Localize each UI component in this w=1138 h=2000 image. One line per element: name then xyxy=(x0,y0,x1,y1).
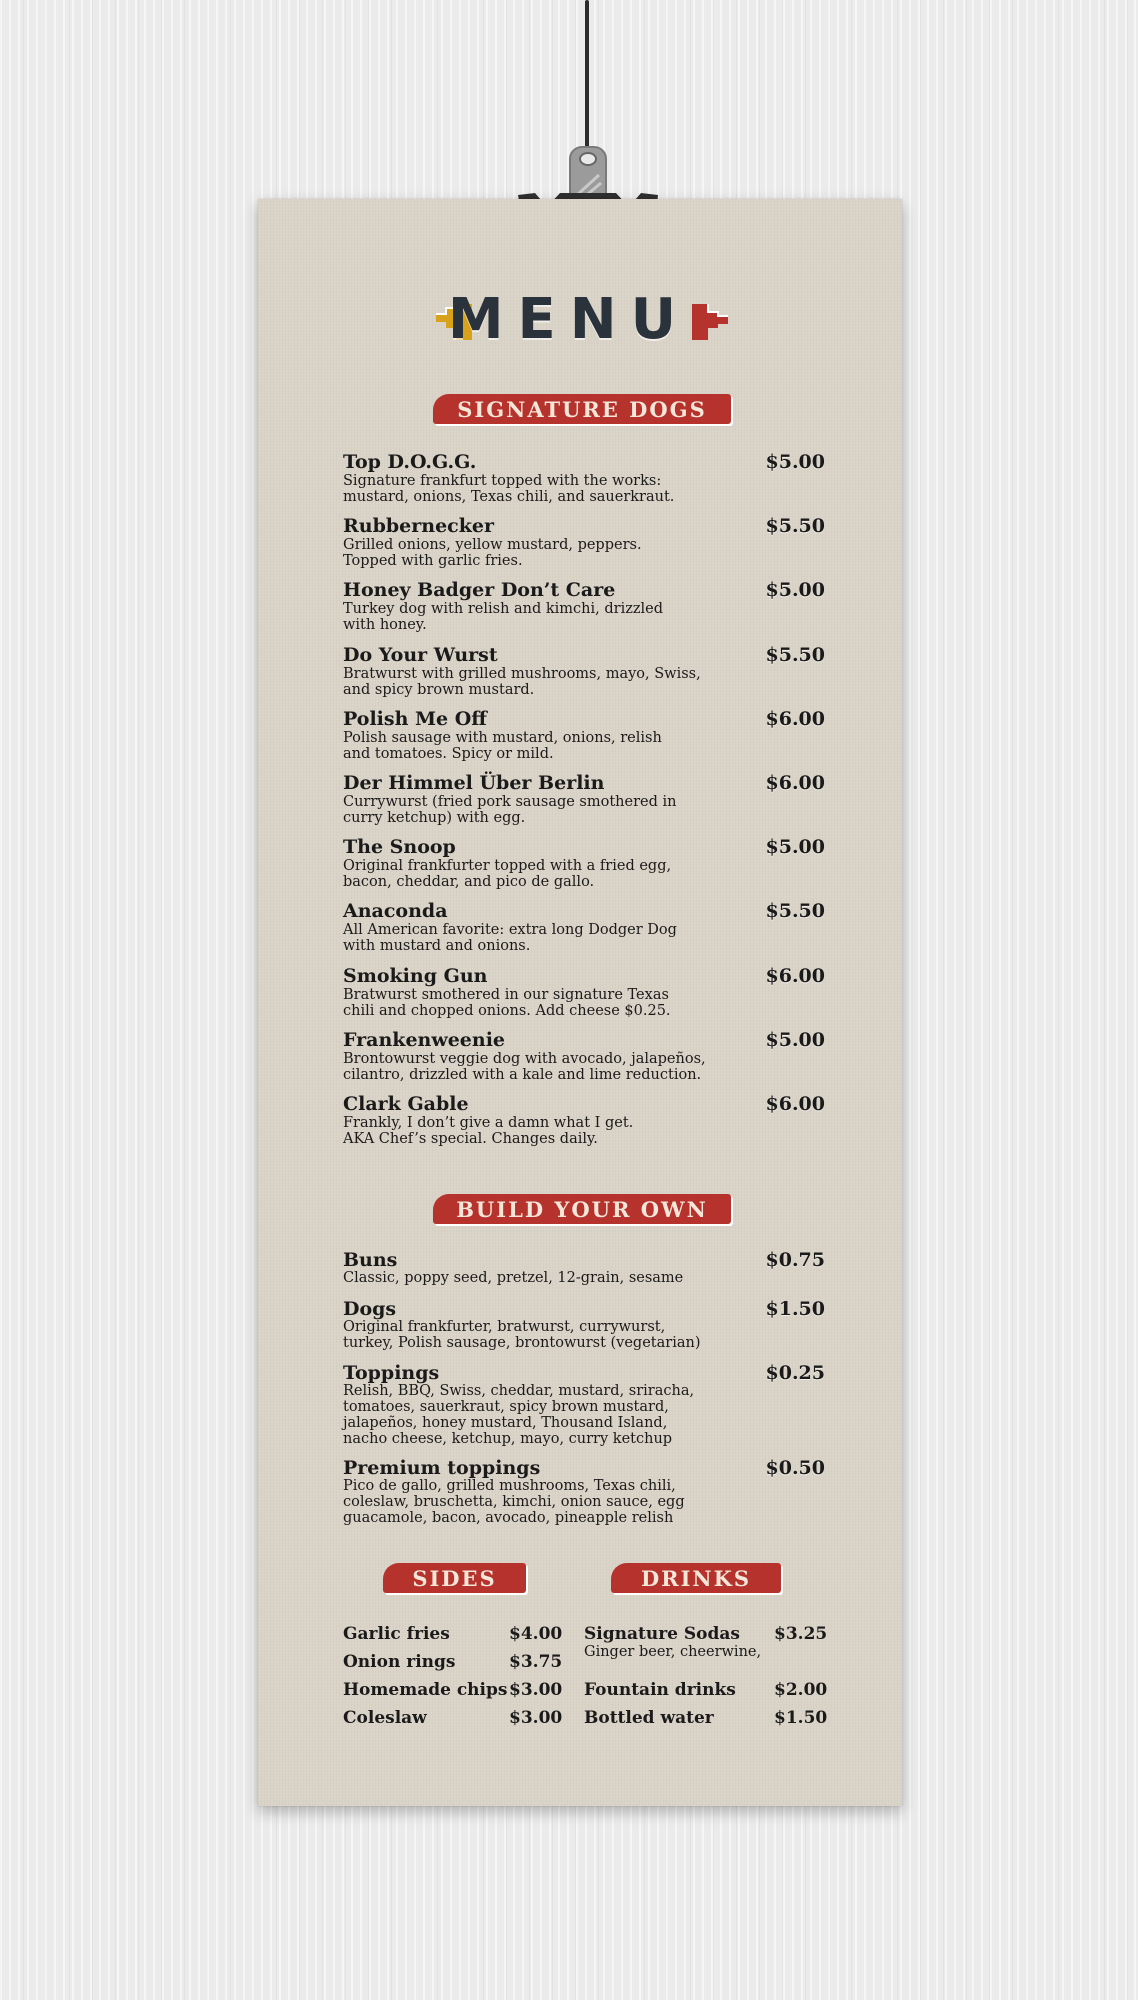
item-price: $5.50 xyxy=(765,643,825,666)
description-line: Turkey dog with relish and kimchi, drizzled xyxy=(343,601,664,618)
item-description xyxy=(343,858,743,890)
description-line: with mustard and onions. xyxy=(343,938,531,955)
item-price: $3.00 xyxy=(509,1708,563,1728)
item-price: $5.50 xyxy=(765,900,825,923)
description-line: and tomatoes. Spicy or mild. xyxy=(343,745,554,762)
item-name: Onion rings xyxy=(343,1652,456,1672)
item-name: Smoking Gun xyxy=(343,964,488,987)
description-line: tomatoes, sauerkraut, spicy brown mustard, xyxy=(343,1399,669,1415)
item-description xyxy=(343,1051,743,1083)
description-line: bacon, cheddar, and pico de gallo. xyxy=(343,874,595,891)
item-price: $1.50 xyxy=(774,1708,828,1728)
item-price: $5.00 xyxy=(765,451,825,473)
item-description xyxy=(343,794,743,826)
item-price: $6.00 xyxy=(765,772,825,794)
item-name: Dogs xyxy=(343,1298,397,1320)
item-price: $0.25 xyxy=(765,1362,825,1384)
section-heading-signature: SIGNATURE DOGS xyxy=(433,394,731,424)
item-price: $3.00 xyxy=(509,1680,563,1700)
item-name: The Snoop xyxy=(343,836,456,859)
description-line: jalapeños, honey mustard, Thousand Island, xyxy=(343,1415,668,1431)
description-line: Currywurst (fried pork sausage smothered in xyxy=(343,794,677,810)
item-name: Fountain drinks xyxy=(584,1680,736,1700)
item-price: $6.00 xyxy=(765,964,825,987)
description-line: Frankly, I don’t give a damn what I get. xyxy=(343,1115,634,1131)
section-heading-build: BUILD YOUR OWN xyxy=(433,1194,731,1224)
item-name: Clark Gable xyxy=(343,1093,469,1115)
item-description xyxy=(343,1115,743,1147)
description-line: and spicy brown mustard. xyxy=(343,681,535,698)
description-line: Bratwurst with grilled mushrooms, mayo, Swiss, xyxy=(343,665,701,682)
item-price: $5.00 xyxy=(765,1028,825,1051)
item-name: Do Your Wurst xyxy=(343,643,498,666)
item-description xyxy=(343,601,743,633)
item-price: $4.00 xyxy=(509,1624,563,1644)
hanging-string xyxy=(585,0,589,160)
item-price: $0.75 xyxy=(765,1249,825,1271)
item-name: Toppings xyxy=(343,1362,440,1384)
item-price: $5.00 xyxy=(765,579,825,602)
item-description xyxy=(343,537,743,569)
item-description xyxy=(343,1478,753,1526)
item-name: Polish Me Off xyxy=(343,707,487,730)
description-line: Bratwurst smothered in our signature Texas xyxy=(343,986,669,1003)
item-price: $3.75 xyxy=(509,1652,563,1672)
item-price: $0.50 xyxy=(765,1457,825,1479)
description-line: Polish sausage with mustard, onions, relish xyxy=(343,729,662,746)
section-heading-sides: SIDES xyxy=(383,1563,526,1593)
item-price: $6.00 xyxy=(765,1093,825,1115)
description-line: cilantro, drizzled with a kale and lime reduction. xyxy=(343,1066,702,1083)
description-line: chili and chopped onions. Add cheese $0.25. xyxy=(343,1002,671,1019)
item-price: $3.25 xyxy=(774,1624,828,1644)
item-name: Anaconda xyxy=(343,900,448,923)
description-line: curry ketchup) with egg. xyxy=(343,810,526,826)
item-name: Buns xyxy=(343,1249,398,1271)
description-line: Grilled onions, yellow mustard, peppers. xyxy=(343,537,642,554)
item-description xyxy=(343,730,743,762)
description-line: guacamole, bacon, avocado, pineapple relish xyxy=(343,1510,674,1526)
item-name: Homemade chips xyxy=(343,1680,508,1700)
description-line: Original frankfurter, bratwurst, currywurst, xyxy=(343,1319,666,1335)
description-line: Brontowurst veggie dog with avocado, jalapeños, xyxy=(343,1050,706,1067)
description-line: Relish, BBQ, Swiss, cheddar, mustard, sriracha, xyxy=(343,1383,695,1399)
description-line: Classic, poppy seed, pretzel, 12-grain, sesame xyxy=(343,1270,684,1286)
item-name: Coleslaw xyxy=(343,1708,427,1728)
section-heading-drinks: DRINKS xyxy=(611,1563,781,1593)
item-description: Ginger beer, cheerwine, xyxy=(584,1644,762,1660)
description-line: Original frankfurter topped with a fried egg, xyxy=(343,858,672,875)
menu-title: MENU xyxy=(447,287,691,352)
item-description xyxy=(343,666,743,698)
description-line: coleslaw, bruschetta, kimchi, onion sauce, egg xyxy=(343,1494,685,1510)
item-description xyxy=(343,987,743,1019)
item-price: $1.50 xyxy=(765,1298,825,1320)
description-line: AKA Chef’s special. Changes daily. xyxy=(343,1131,598,1147)
item-description xyxy=(343,1270,753,1286)
description-line: Pico de gallo, grilled mushrooms, Texas chili, xyxy=(343,1478,676,1494)
item-name: Rubbernecker xyxy=(343,515,495,538)
item-name: Top D.O.G.G. xyxy=(343,451,477,473)
item-description xyxy=(343,1319,753,1351)
item-name: Garlic fries xyxy=(343,1624,450,1644)
item-price: $5.50 xyxy=(765,515,825,538)
item-description xyxy=(343,922,743,954)
description-line: Topped with garlic fries. xyxy=(343,553,523,570)
item-name: Der Himmel Über Berlin xyxy=(343,772,605,794)
item-name: Honey Badger Don’t Care xyxy=(343,579,616,602)
description-line: All American favorite: extra long Dodger Dog xyxy=(343,922,677,939)
description-line: nacho cheese, ketchup, mayo, curry ketchup xyxy=(343,1431,673,1447)
item-description xyxy=(343,473,743,505)
description-line: mustard, onions, Texas chili, and sauerkraut. xyxy=(343,489,675,505)
item-name: Frankenweenie xyxy=(343,1028,506,1051)
item-name: Premium toppings xyxy=(343,1457,541,1479)
item-description xyxy=(343,1383,753,1447)
item-price: $2.00 xyxy=(774,1680,828,1700)
description-line: turkey, Polish sausage, brontowurst (vegetarian) xyxy=(343,1335,701,1351)
item-price: $6.00 xyxy=(765,707,825,730)
description-line: with honey. xyxy=(343,617,427,634)
item-name: Signature Sodas xyxy=(584,1624,740,1644)
description-line: Signature frankfurt topped with the works: xyxy=(343,473,662,489)
item-price: $5.00 xyxy=(765,836,825,859)
item-name: Bottled water xyxy=(584,1708,714,1728)
